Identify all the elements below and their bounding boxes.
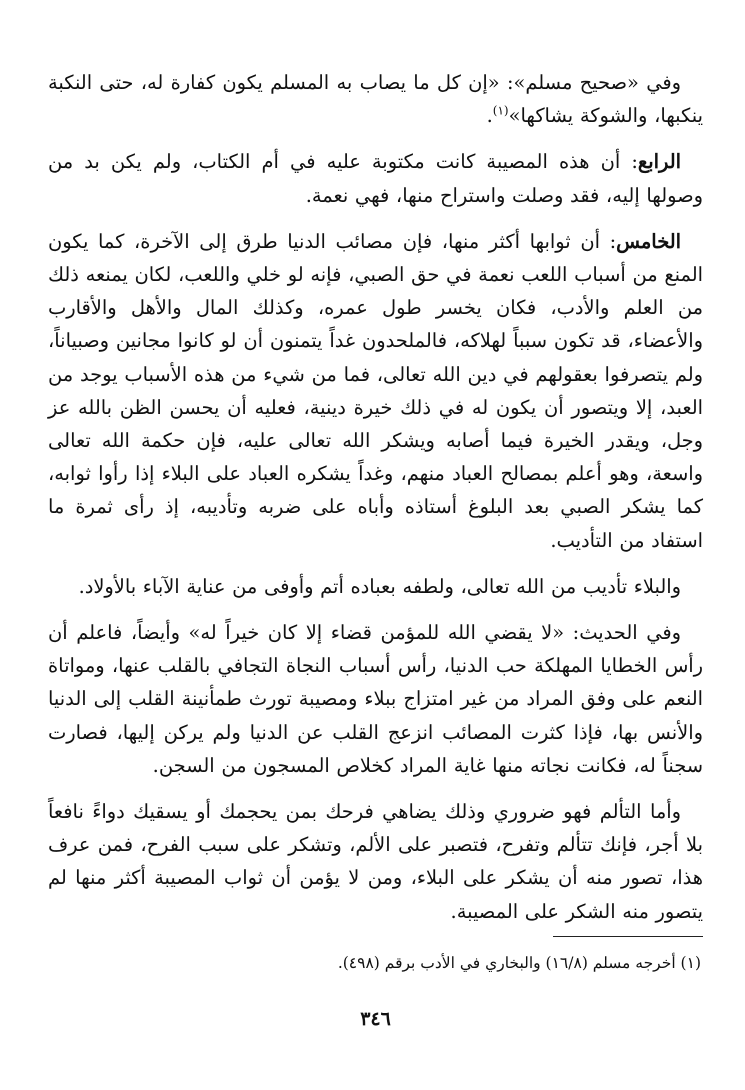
paragraph-text: والبلاء تأديب من الله تعالى، ولطفه بعباده أتم وأوفى من عناية الآباء بالأولاد. [78,574,681,598]
footnote [48,950,701,976]
paragraph-text: : أن ثوابها أكثر منها، فإن مصائب الدنيا طرق إلى الآخرة، كما يكون المنع من أسباب اللعب نعمة في حق الصبي، فإنه لو خلي واللعب، لكان يمنعه ذلك من العلم والأدب، فكان يخسر طول عمره، وكذلك المال والأهل والأقارب والأعضاء، قد تكون سبباً لهلاكه، فالملحدون غداً يتمنون أن لو كانوا مجانين وصبياناً، ولم يتصرفوا بعقولهم في دين الله تعالى، فما من شيء من هذه الأسباب يوجد من العبد، إلا ويتصور أن يكون له في ذلك خيرة دينية، فعليه أن يحسن الظن بالله عز وجل، ويقدر الخيرة فيما أصابه ويشكر الله تعالى عليه، فإن حكمة الله تعالى واسعة، وهو أعلم بمصالح العباد منهم، وغداً يشكره العباد على البلاء إذا رأوا ثوابه، كما يشكر الصبي بعد البلوغ أستاذه وأباه على ضربه وتأديبه، إذ رأى ثمرة ما استفاد من التأديب. [48,229,703,552]
footnote-text: (١) أخرجه مسلم (١٦/٨) والبخاري في الأدب برقم (٤٩٨). [337,954,701,972]
paragraph-tail: . [486,104,493,128]
paragraph-text: وفي «صحيح مسلم»: «إن كل ما يصاب به المسلم يكون كفارة له، حتى النكبة ينكبها، والشوكة يشاكها» [48,71,703,128]
footnote-reference: (١) [492,103,509,118]
paragraph-text: : أن هذه المصيبة كانت مكتوبة عليه في أم الكتاب، ولم يكن بد من وصولها إليه، فقد وصلت واستراح منها، فهي نعمة. [48,150,703,207]
page-number: ٣٤٦ [360,1008,391,1030]
paragraph-fifth [48,225,703,557]
paragraph-hadith [48,616,703,782]
paragraph-trial-discipline [48,570,703,603]
paragraph-lead-word: الرابع [637,150,681,174]
paragraph-text: وفي الحديث: «لا يقضي الله للمؤمن قضاء إلا كان خيراً له» وأيضاً، فاعلم أن رأس الخطايا المهلكة حب الدنيا، رأس أسباب النجاة التجافي بالقلب عنها، ومواتاة النعم على وفق المراد من غير امتزاج ببلاء ومصيبة تورث طمأنينة القلب إلى الدنيا والأنس بها، فإذا كثرت المصائب انزعج القلب عن الدنيا ولم يركن إليها، فصارت سجناً له، فكانت نجاته منها غاية المراد كخلاص المسجون من السجن. [48,621,703,777]
footnote-divider [553,936,703,937]
paragraph-lead-word: الخامس [616,229,681,253]
book-page [48,66,703,1066]
paragraph-sahih-muslim [48,66,703,132]
paragraph-pain [48,795,703,928]
paragraph-text: وأما التألم فهو ضروري وذلك يضاهي فرحك بمن يحجمك أو يسقيك دواءً نافعاً بلا أجر، فإنك تتألم وتفرح، فتصبر على الألم، وتشكر على سبب الفرح، فمن عرف هذا، تصور منه أن يشكر على البلاء، ومن لا يؤمن أن ثواب المصيبة أكثر منها لم يتصور منه الشكر على المصيبة. [48,800,703,923]
paragraph-fourth [48,145,703,211]
